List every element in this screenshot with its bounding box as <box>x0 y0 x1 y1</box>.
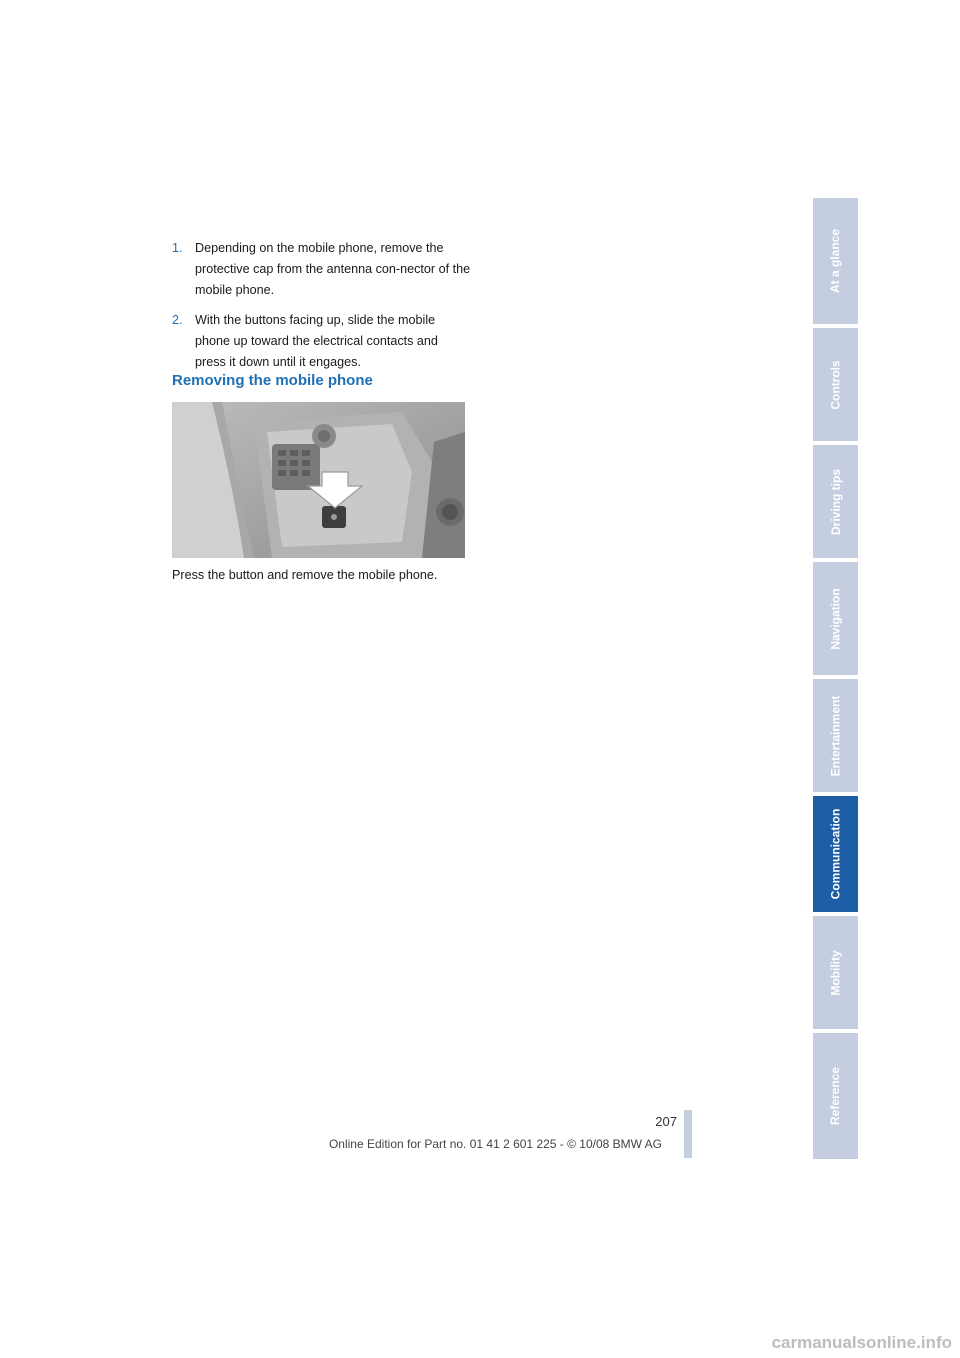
tab-reference[interactable] <box>813 1033 858 1159</box>
edition-notice: Online Edition for Part no. 01 41 2 601 225 - © 10/08 BMW AG <box>328 1137 662 1151</box>
watermark-text: carmanualsonline.info <box>771 1333 952 1352</box>
tab-label: Driving tips <box>828 468 843 535</box>
section-heading: Removing the mobile phone <box>172 372 373 389</box>
tab-at-a-glance[interactable] <box>813 198 858 324</box>
step-1 <box>172 238 472 301</box>
tab-label: Reference <box>828 1066 843 1126</box>
chapter-tab-bar <box>813 198 858 1159</box>
page-number: 207 <box>655 1114 677 1129</box>
tab-entertainment[interactable] <box>813 679 858 792</box>
step-text: With the buttons facing up, slide the mobile phone up toward the electrical contacts and press it down until it engages. <box>195 313 438 369</box>
tab-label: Navigation <box>828 587 843 650</box>
step-number: 1. <box>172 241 183 255</box>
phone-holder-photo <box>172 402 465 558</box>
figure-caption: Press the button and remove the mobile phone. <box>172 568 438 582</box>
instruction-steps <box>172 238 472 382</box>
tab-navigation[interactable] <box>813 562 858 675</box>
tab-label: Controls <box>828 359 843 410</box>
tab-communication[interactable] <box>813 796 858 912</box>
tab-mobility[interactable] <box>813 916 858 1029</box>
step-text: Depending on the mobile phone, remove the protective cap from the antenna con-nector of the mobile phone. <box>195 241 471 297</box>
step-2 <box>172 310 472 373</box>
footer-accent-bar <box>684 1110 692 1158</box>
tab-label: Entertainment <box>828 695 843 776</box>
tab-label: Mobility <box>828 949 843 996</box>
tab-driving-tips[interactable] <box>813 445 858 558</box>
tab-controls[interactable] <box>813 328 858 441</box>
tab-label: Communication <box>828 808 843 900</box>
tab-label: At a glance <box>828 228 843 294</box>
step-number: 2. <box>172 313 183 327</box>
